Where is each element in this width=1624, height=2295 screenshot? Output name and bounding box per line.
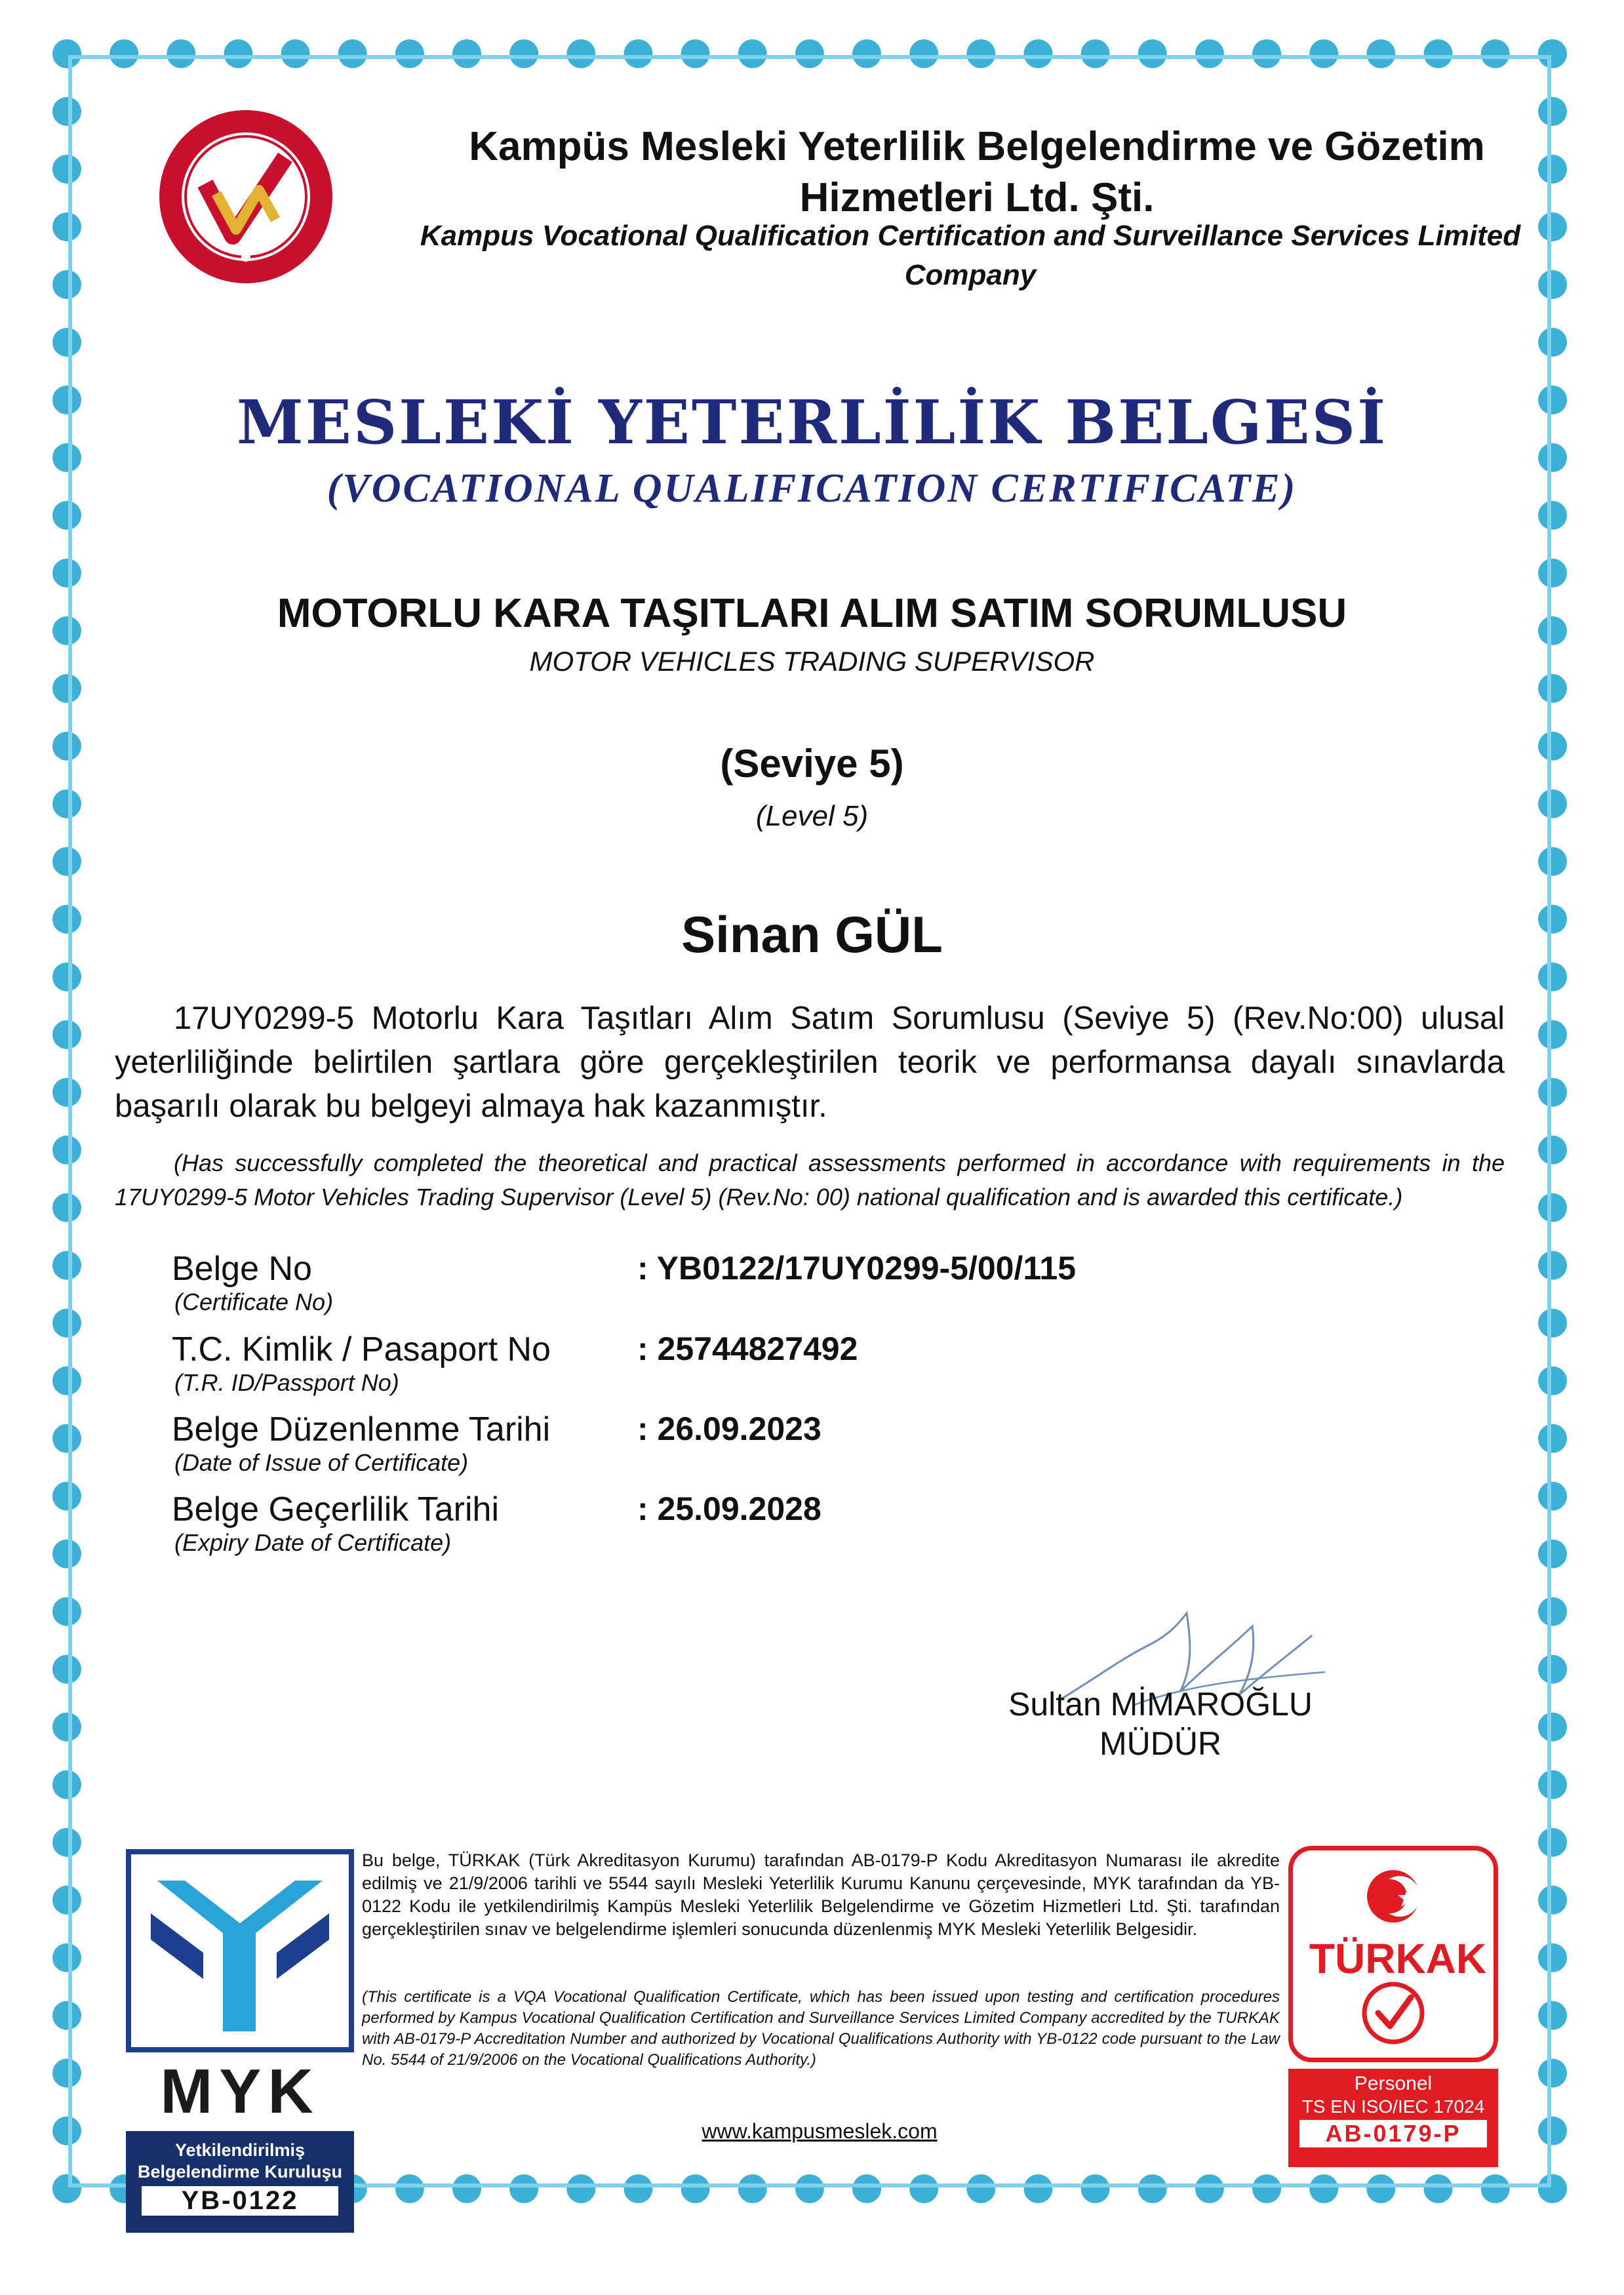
qualification-title: MOTORLU KARA TAŞITLARI ALIM SATIM SORUMLUSU: [277, 591, 1347, 636]
detail-label: Belge Düzenlenme Tarihi: [172, 1410, 551, 1448]
turkak-band: [1288, 2069, 1498, 2167]
holder-name: Sinan GÜL: [681, 906, 943, 963]
level-label-en: (Level 5): [755, 800, 869, 832]
turkak-line2: TS EN ISO/IEC 17024: [1301, 2096, 1485, 2117]
turkak-wordmark: TÜRKAK: [1309, 1935, 1487, 1982]
detail-label: T.C. Kimlik / Pasaport No: [172, 1330, 551, 1368]
myk-badge: [126, 1849, 354, 2215]
detail-value: : YB0122/17UY0299-5/00/115: [637, 1250, 1077, 1287]
myk-code: YB-0122: [142, 2186, 338, 2216]
myk-emblem-icon: [131, 1854, 349, 2047]
signatory-name: Sultan MİMAROĞLU: [1008, 1686, 1313, 1723]
accreditation-text-en: (This certificate is a VQA Vocational Qualification Certificate, which has been issued upon testing and certification procedures performed by Kampus Vocational Qualification Certification and Surveillance Services Limited Company accredited by the TURKAK with AB-0179-P Accreditation Number and authorized by Vocational Qualifications Authority with YB-0122 code pursuant to the Law No. 5544 of 21/9/2006 on the Vocational Qualifications Authority.): [362, 1988, 1280, 2069]
issuer-name-en: Kampus Vocational Qualification Certification and Surveillance Services Limited Company: [420, 220, 1521, 291]
turkak-emblem-frame: [1288, 1846, 1498, 2062]
statement-en: (Has successfully completed the theoretical and practical assessments performed in accordance with requirements in the 17UY0299-5 Motor Vehicles Trading Supervisor (Level 5) (Rev.No: 00) national qualification and is awarded this certificate.): [115, 1149, 1505, 1210]
detail-label-en: (Expiry Date of Certificate): [174, 1529, 452, 1556]
detail-label-en: (T.R. ID/Passport No): [174, 1369, 399, 1396]
detail-value: : 25744827492: [637, 1330, 858, 1367]
detail-label-en: (Certificate No): [174, 1288, 334, 1315]
detail-label: Belge Geçerlilik Tarihi: [172, 1490, 500, 1528]
detail-label-en: (Date of Issue of Certificate): [174, 1449, 469, 1476]
detail-value: : 26.09.2023: [637, 1410, 822, 1447]
issuer-name-tr: Kampüs Mesleki Yeterlilik Belgelendirme ve Gözetim Hizmetleri Ltd. Şti.: [469, 124, 1485, 220]
myk-line1: Yetkilendirilmiş: [174, 2140, 306, 2160]
statement-tr: 17UY0299-5 Motorlu Kara Taşıtları Alım Satım Sorumlusu (Seviye 5) (Rev.No:00) ulusal yeterliliğinde belirtilen şartlara göre gerçekleştirilen teorik ve performansa dayalı sınavlarda başarılı olarak bu belgeyi almaya hak kazanmıştır.: [115, 1001, 1505, 1124]
detail-label: Belge No: [172, 1250, 312, 1288]
myk-emblem-frame: [126, 1849, 354, 2052]
qualification-title-en: MOTOR VEHICLES TRADING SUPERVISOR: [529, 646, 1095, 677]
issuer-seal-logo: [154, 105, 338, 289]
turkak-line1: Personel: [1354, 2073, 1433, 2094]
signatory-title: MÜDÜR: [1099, 1725, 1222, 1762]
level-label: (Seviye 5): [720, 742, 904, 786]
detail-value: : 25.09.2028: [637, 1490, 822, 1527]
accreditation-text-tr: Bu belge, TÜRKAK (Türk Akreditasyon Kurumu) tarafından AB-0179-P Kodu Akreditasyon Numarası ile akredite edilmiş ve 21/9/2006 tarihli ve 5544 sayılı Mesleki Yeterlilik Kurumu Kanunu çerçevesinde, MYK tarafından da YB-0122 Kodu ile yetkilendirilmiş Kampüs Mesleki Yeterlilik Belgelendirme ve Gözetim Hizmetleri Ltd. Şti. tarafından gerçekleştirilen sınav ve belgelendirme işlemleri sonucunda düzenlenmiş MYK Mesleki Yeterlilik Belgesidir.: [362, 1850, 1280, 1939]
myk-wordmark: MYK: [160, 2056, 320, 2126]
myk-band: [126, 2131, 354, 2233]
myk-line2: Belgelendirme Kuruluşu: [137, 2162, 343, 2182]
certificate-title: MESLEKİ YETERLİLİK BELGESİ: [236, 387, 1388, 458]
certificate-title-en: (VOCATIONAL QUALIFICATION CERTIFICATE): [327, 466, 1297, 511]
turkak-code: AB-0179-P: [1299, 2120, 1487, 2147]
website-link[interactable]: www.kampusmeslek.com: [702, 2119, 938, 2143]
